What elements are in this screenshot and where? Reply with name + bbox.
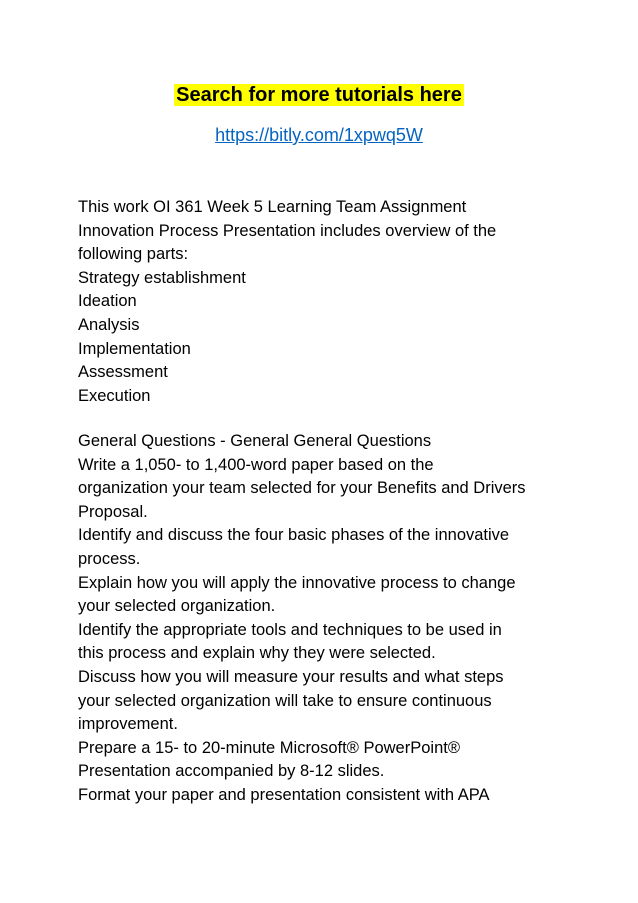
question-line: Proposal. bbox=[78, 502, 148, 521]
intro-line: Execution bbox=[78, 386, 151, 405]
question-line: Discuss how you will measure your results and what steps bbox=[78, 667, 504, 686]
question-line: General Questions - General General Questions bbox=[78, 432, 432, 450]
question-line: Presentation accompanied by 8-12 slides. bbox=[78, 762, 385, 781]
intro-line: Innovation Process Presentation includes overview of the bbox=[78, 221, 497, 240]
question-line: Format your paper and presentation consistent with APA bbox=[78, 785, 490, 804]
intro-line: Implementation bbox=[78, 339, 191, 358]
header-title bbox=[0, 81, 638, 109]
intro-line: This work OI 361 Week 5 Learning Team Assignment bbox=[78, 198, 467, 216]
question-line: your selected organization will take to ensure continuous bbox=[78, 691, 492, 710]
intro-line: Assessment bbox=[78, 363, 168, 382]
question-line: Identify and discuss the four basic phases of the innovative bbox=[78, 526, 510, 545]
question-line: Write a 1,050- to 1,400-word paper based on the bbox=[78, 455, 434, 474]
question-line: Prepare a 15- to 20-minute Microsoft® PowerPoint® bbox=[78, 738, 460, 757]
intro-line: following parts: bbox=[78, 245, 189, 264]
question-line: organization your team selected for your Benefits and Drivers bbox=[78, 479, 526, 498]
header-title-text: Search for more tutorials here bbox=[176, 84, 462, 106]
intro-line: Ideation bbox=[78, 292, 137, 311]
question-line: improvement. bbox=[78, 715, 178, 734]
questions-paragraph bbox=[78, 430, 578, 808]
question-line: this process and explain why they were selected. bbox=[78, 644, 436, 663]
question-line: Explain how you will apply the innovative process to change bbox=[78, 573, 516, 592]
question-line: your selected organization. bbox=[78, 597, 276, 616]
question-line: Identify the appropriate tools and techniques to be used in bbox=[78, 620, 502, 639]
intro-paragraph bbox=[78, 196, 578, 408]
question-line: process. bbox=[78, 549, 141, 568]
intro-line: Analysis bbox=[78, 315, 140, 334]
intro-line: Strategy establishment bbox=[78, 268, 246, 287]
tutorials-link[interactable]: https://bitly.com/1xpwq5W bbox=[215, 125, 423, 145]
